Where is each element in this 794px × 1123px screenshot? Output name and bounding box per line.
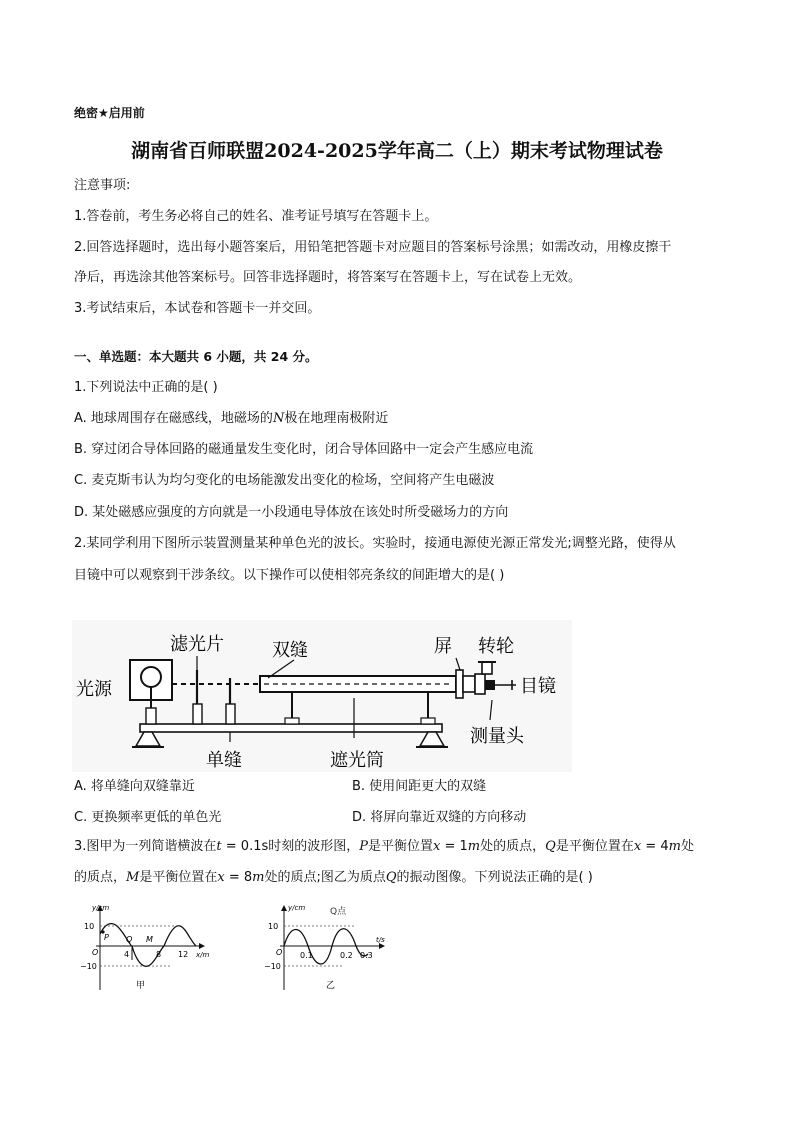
jia-x4: 4 xyxy=(124,950,130,959)
q3-unit-m: m xyxy=(467,839,481,854)
yi-ylabel: y/cm xyxy=(288,904,306,912)
q1-a-part1: A. 地球周围存在磁感线，地磁场的 xyxy=(74,411,273,426)
q2-option-d: D. 将屏向靠近双缝的方向移动 xyxy=(352,810,527,825)
q3-text: 3.图甲为一列简谐横波在 xyxy=(74,839,217,854)
jia-p: P xyxy=(104,933,109,942)
q3-var-x: x xyxy=(633,839,642,854)
q3-text: 是平衡位置在 xyxy=(139,870,218,885)
label-eyepiece: 目镜 xyxy=(520,676,556,697)
q3-var-t: t xyxy=(216,839,222,854)
q1-stem: 1.下列说法中正确的是( ) xyxy=(74,380,218,395)
optical-bench xyxy=(140,724,442,732)
q3-var-x: x xyxy=(433,839,441,854)
q3-text: = 4 xyxy=(641,839,669,854)
q3-text: 的质点， xyxy=(74,870,127,885)
jia-xlabel: x/m xyxy=(196,951,210,959)
q2-stem-2: 目镜中可以观察到干涉条纹。以下操作可以使相邻亮条纹的间距增大的是( ) xyxy=(74,568,505,583)
note-2b: 净后，再选涂其他答案标号。回答非选择题时，将答案写在答题卡上，写在试卷上无效。 xyxy=(74,270,582,285)
jia-ytop: 10 xyxy=(84,922,95,931)
q2-option-c: C. 更换频率更低的单色光 xyxy=(74,810,222,825)
q3-text: 处 xyxy=(680,839,694,854)
q1-option-a xyxy=(74,409,388,429)
jia-q: Q xyxy=(126,935,133,944)
q1-option-b: B. 穿过闭合导体回路的磁通量发生变化时，闭合导体回路中一定会产生感应电流 xyxy=(74,442,534,457)
q3-text: = 0.1s时刻的波形图， xyxy=(221,839,360,854)
yi-xlabel: t/s xyxy=(376,936,385,944)
secret-label: 绝密★启用前 xyxy=(74,106,145,120)
q2-stem-1: 2.某同学利用下图所示装置测量某种单色光的波长。实验时，接通电源使光源正常发光;调整光路，使得从 xyxy=(74,536,676,551)
label-measuring-head: 测量头 xyxy=(470,726,524,747)
note-1: 1.答卷前，考生务必将自己的姓名、准考证号填写在答题卡上。 xyxy=(74,209,438,224)
label-double-slit: 双缝 xyxy=(272,640,308,661)
vibration-graph-yi xyxy=(260,896,390,996)
notes-heading: 注意事项: xyxy=(74,178,131,193)
q3-unit-m: m xyxy=(252,870,265,885)
jia-x8: 8 xyxy=(156,950,162,959)
q3-text: = 1 xyxy=(440,839,468,854)
note-3: 3.考试结束后，本试卷和答题卡一并交回。 xyxy=(74,301,321,316)
q2-option-a: A. 将单缝向双缝靠近 xyxy=(74,779,195,794)
yi-caption: 乙 xyxy=(326,981,336,991)
q3-text: 处的质点;图乙为质点 xyxy=(264,870,386,885)
jia-ylabel: y/cm xyxy=(92,904,110,912)
q3-text: 处的质点， xyxy=(480,839,546,854)
yi-t02: 0.2 xyxy=(340,951,353,960)
q1-a-var: N xyxy=(272,411,285,426)
label-single-slit: 单缝 xyxy=(206,750,242,771)
q3-unit-m: m xyxy=(668,839,681,854)
bulb-icon xyxy=(141,667,161,687)
label-light-source: 光源 xyxy=(76,679,112,700)
jia-origin: O xyxy=(92,948,99,957)
section-heading: 一、单选题：本大题共 6 小题，共 24 分。 xyxy=(74,349,318,364)
q3-stem-2 xyxy=(74,868,593,888)
q1-option-c: C. 麦克斯韦认为均匀变化的电场能激发出变化的检场，空间将产生电磁波 xyxy=(74,473,495,488)
yi-t01: 0.1 xyxy=(300,951,313,960)
jia-ybottom: −10 xyxy=(80,962,97,971)
q3-var-q: Q xyxy=(545,839,556,854)
screen-plate xyxy=(456,670,463,698)
q3-text: = 8 xyxy=(224,870,253,885)
yi-origin: O xyxy=(276,948,283,957)
jia-caption: 甲 xyxy=(136,981,146,991)
label-tube: 遮光筒 xyxy=(330,750,384,771)
q3-text: 的振动图像。下列说法正确的是( ) xyxy=(396,870,593,885)
wave-graph-jia xyxy=(72,900,212,996)
q3-text: 是平衡位置在 xyxy=(555,839,634,854)
yi-note: Q点 xyxy=(330,907,347,917)
yi-ybottom: −10 xyxy=(264,962,281,971)
measuring-head xyxy=(475,674,485,694)
q3-stem-1 xyxy=(74,837,694,857)
q3-text: 是平衡位置 xyxy=(368,839,434,854)
label-wheel: 转轮 xyxy=(478,636,514,657)
q1-option-d: D. 某处磁感应强度的方向就是一小段通电导体放在该处时所受磁场力的方向 xyxy=(74,505,509,520)
q3-var-q: Q xyxy=(385,870,397,885)
wheel-icon xyxy=(482,662,492,674)
apparatus-figure xyxy=(72,620,572,772)
q3-var-p: P xyxy=(359,839,368,854)
jia-m: M xyxy=(146,935,153,944)
q3-var-m: M xyxy=(126,870,140,885)
exam-title: 湖南省百师联盟2024-2025学年高二（上）期末考试物理试卷 xyxy=(131,140,663,162)
label-screen: 屏 xyxy=(434,636,452,657)
yi-t03: 0.3 xyxy=(360,951,373,960)
q1-a-part2: 极在地理南极附近 xyxy=(284,411,389,426)
q2-option-b: B. 使用间距更大的双缝 xyxy=(352,779,487,794)
note-2a: 2.回答选择题时，选出每小题答案后，用铅笔把答题卡对应题目的答案标号涂黑；如需改动，用橡皮擦干 xyxy=(74,240,672,255)
yi-ytop: 10 xyxy=(268,922,279,931)
jia-x12: 12 xyxy=(178,950,189,959)
label-filter: 滤光片 xyxy=(170,634,224,655)
wave-curve xyxy=(100,924,196,967)
q3-var-x: x xyxy=(217,870,225,885)
